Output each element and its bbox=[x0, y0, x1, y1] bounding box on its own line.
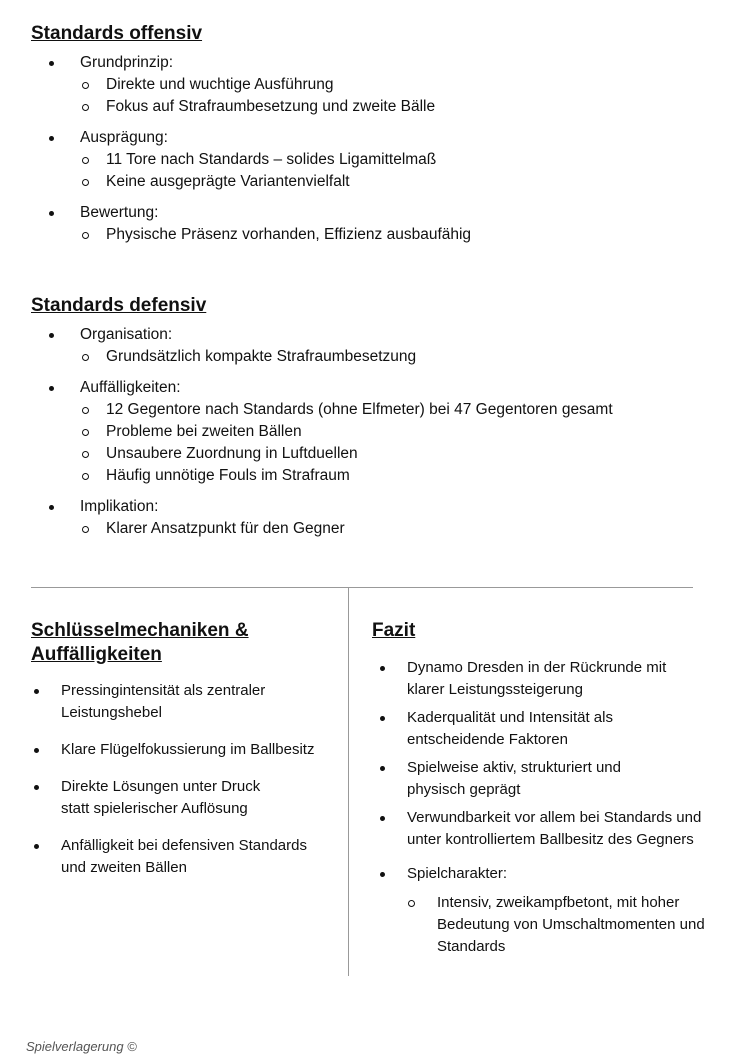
section-standards-defensive bbox=[31, 294, 711, 549]
list-item bbox=[31, 776, 343, 820]
list-item bbox=[31, 835, 343, 879]
list-item bbox=[372, 657, 717, 701]
item-text: Anfälligkeit bei defensiven Standards und zweiten Bällen bbox=[61, 837, 307, 876]
list-item bbox=[31, 202, 711, 246]
item-label: Auffälligkeiten: bbox=[80, 379, 181, 396]
item-text: Klare Flügelfokussierung im Ballbesitz bbox=[61, 741, 315, 758]
sub-item: 12 Gegentore nach Standards (ohne Elfmeter) bei 47 Gegentoren gesamt bbox=[80, 399, 711, 421]
sub-item: Keine ausgeprägte Variantenvielfalt bbox=[80, 171, 711, 193]
horizontal-divider bbox=[31, 587, 693, 588]
heading-key-mechanics bbox=[31, 619, 343, 667]
heading-fazit: Fazit bbox=[372, 620, 416, 641]
sub-item: Grundsätzlich kompakte Strafraumbesetzung bbox=[80, 346, 711, 368]
item-text: Spielcharakter: bbox=[407, 865, 508, 882]
vertical-divider bbox=[348, 588, 349, 976]
sub-item: Häufig unnötige Fouls im Strafraum bbox=[80, 465, 711, 487]
list-item bbox=[31, 127, 711, 193]
item-text: Pressingintensität als zentraler Leistungshebel bbox=[61, 682, 266, 721]
list-item bbox=[372, 757, 717, 801]
item-label: Bewertung: bbox=[80, 204, 159, 221]
item-text: Dynamo Dresden in der Rückrunde mit klarer Leistungssteigerung bbox=[407, 659, 667, 698]
list-item bbox=[31, 680, 343, 724]
sub-list bbox=[80, 224, 711, 246]
defensive-list bbox=[31, 324, 711, 540]
sub-list bbox=[407, 892, 717, 958]
sub-item: Fokus auf Strafraumbesetzung und zweite Bälle bbox=[80, 96, 711, 118]
sub-item: Physische Präsenz vorhanden, Effizienz ausbaufähig bbox=[80, 224, 711, 246]
list-item bbox=[31, 324, 711, 368]
list-item bbox=[372, 707, 717, 751]
heading-standards-offensive: Standards offensiv bbox=[31, 23, 203, 44]
sub-list bbox=[80, 149, 711, 193]
item-label: Grundprinzip: bbox=[80, 54, 174, 71]
sub-item: Probleme bei zweiten Bällen bbox=[80, 421, 711, 443]
list-item bbox=[31, 739, 343, 761]
sub-item: 11 Tore nach Standards – solides Ligamittelmaß bbox=[80, 149, 711, 171]
sub-item-text: Intensiv, zweikampfbetont, mit hoher Bedeutung von Umschaltmomenten und Standards bbox=[437, 894, 705, 955]
sub-list bbox=[80, 74, 711, 118]
list-item bbox=[372, 807, 717, 851]
item-text: Spielweise aktiv, strukturiert und physisch geprägt bbox=[407, 759, 621, 798]
footer-copyright: Spielverlagerung © bbox=[26, 1039, 137, 1054]
fazit-list bbox=[372, 657, 717, 958]
item-text: Verwundbarkeit vor allem bei Standards und unter kontrolliertem Ballbesitz des Gegners bbox=[407, 809, 702, 848]
heading-standards-defensive: Standards defensiv bbox=[31, 295, 207, 316]
list-item bbox=[31, 496, 711, 540]
item-text: Kaderqualität und Intensität als entscheidende Faktoren bbox=[407, 709, 613, 748]
section-fazit bbox=[372, 619, 717, 964]
item-label: Organisation: bbox=[80, 326, 173, 343]
sub-item: Unsaubere Zuordnung in Luftduellen bbox=[80, 443, 711, 465]
sub-item bbox=[372, 892, 717, 958]
sub-item: Direkte und wuchtige Ausführung bbox=[80, 74, 711, 96]
sub-list bbox=[80, 399, 711, 487]
item-label: Ausprägung: bbox=[80, 129, 168, 146]
heading-line-1: Schlüsselmechaniken & bbox=[31, 620, 249, 641]
list-item bbox=[31, 377, 711, 487]
sub-list bbox=[80, 518, 711, 540]
list-item bbox=[31, 52, 711, 118]
item-label: Implikation: bbox=[80, 498, 159, 515]
heading-line-2: Auffälligkeiten bbox=[31, 644, 162, 665]
offensive-list bbox=[31, 52, 711, 246]
mechanics-list bbox=[31, 680, 343, 879]
sub-item: Klarer Ansatzpunkt für den Gegner bbox=[80, 518, 711, 540]
list-item bbox=[372, 863, 717, 958]
sub-list bbox=[80, 346, 711, 368]
item-text: Direkte Lösungen unter Druck statt spielerischer Auflösung bbox=[61, 778, 261, 817]
section-key-mechanics bbox=[31, 619, 343, 894]
section-standards-offensive bbox=[31, 22, 711, 255]
